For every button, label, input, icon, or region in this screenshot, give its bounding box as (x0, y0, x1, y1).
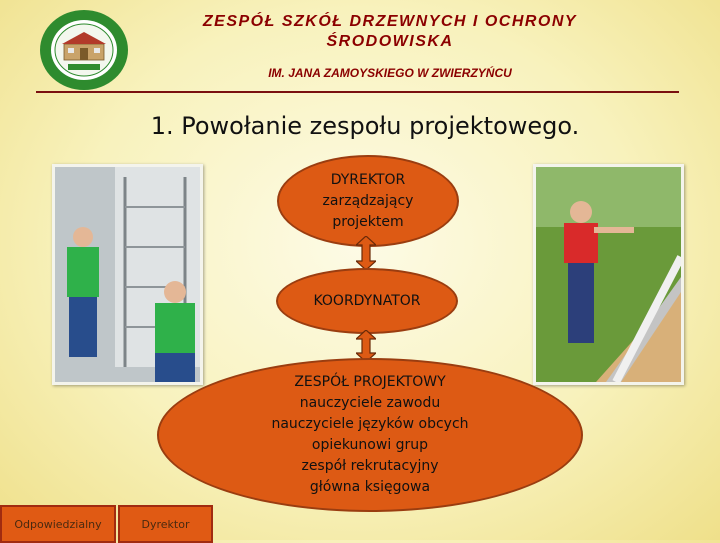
team-member: opiekunowi grup (311, 437, 429, 453)
coordinator-node (276, 268, 458, 334)
school-name (150, 12, 630, 52)
responsible-button[interactable]: Odpowiedzialny (0, 505, 116, 543)
school-logo (38, 8, 130, 92)
school-subtitle: IM. JANA ZAMOYSKIEGO W ZWIERZYŃCU (268, 66, 512, 80)
director-title: DYREKTOR (330, 171, 406, 188)
director-node (277, 155, 459, 247)
header-divider (36, 91, 679, 93)
director-role-line1: zarządzający (322, 192, 414, 209)
project-team-node (157, 358, 583, 512)
team-member: nauczyciele zawodu (299, 395, 441, 411)
coordinator-title: KOORDYNATOR (313, 292, 421, 309)
workshop-photo-left (52, 164, 203, 385)
team-member: nauczyciele języków obcych (271, 416, 469, 432)
slide-heading: 1. Powołanie zespołu projektowego. (150, 112, 580, 140)
director-role-line2: projektem (332, 213, 404, 230)
team-member: zespół rekrutacyjny (301, 458, 439, 474)
school-name-line2: ŚRODOWISKA (326, 33, 454, 50)
team-member: główna księgowa (309, 479, 431, 495)
workshop-photo-right (533, 164, 684, 385)
school-name-line1: ZESPÓŁ SZKÓŁ DRZEWNYCH I OCHRONY (202, 13, 578, 30)
team-title: ZESPÓŁ PROJEKTOWY (294, 374, 446, 390)
director-button[interactable]: Dyrektor (118, 505, 213, 543)
